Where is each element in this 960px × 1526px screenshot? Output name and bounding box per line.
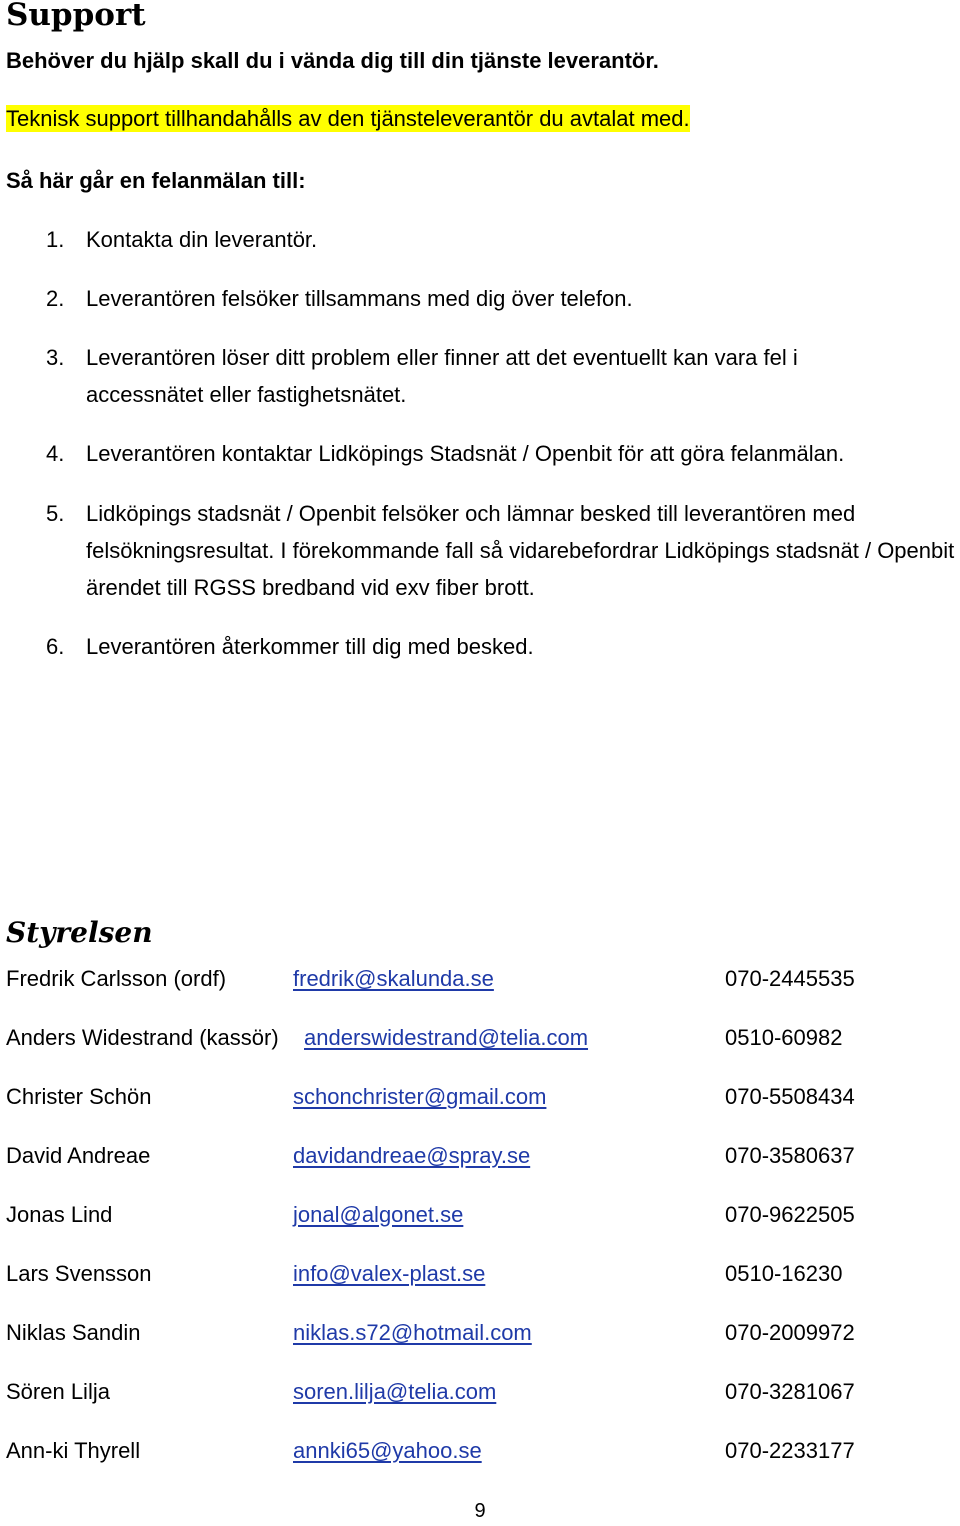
table-row (6, 1084, 946, 1116)
board-heading: Styrelsen (6, 916, 153, 949)
member-name: Christer Schön (6, 1084, 152, 1109)
steps-list (46, 221, 955, 661)
member-name: Ann-ki Thyrell (6, 1438, 141, 1463)
table-row (6, 1320, 946, 1352)
support-heading: Support (6, 0, 146, 33)
step-number: 4. (46, 441, 65, 466)
member-name: Anders Widestrand (kassör) (6, 1025, 279, 1050)
member-phone: 070-2445535 (725, 966, 855, 991)
member-phone: 070-5508434 (725, 1084, 855, 1109)
member-email-link[interactable]: anderswidestrand@telia.com (304, 1025, 589, 1050)
step-text: Leverantören löser ditt problem eller finner att det eventuellt kan vara fel i accessnätet eller fastighetsnätet. (86, 345, 798, 407)
step-text: Leverantören felsöker tillsammans med dig över telefon. (86, 286, 633, 311)
member-email-link[interactable]: fredrik@skalunda.se (293, 966, 494, 991)
member-phone: 0510-16230 (725, 1261, 843, 1286)
member-name: Lars Svensson (6, 1261, 152, 1286)
support-highlight (6, 106, 690, 132)
member-phone: 070-9622505 (725, 1202, 855, 1227)
step-text: Leverantören kontaktar Lidköpings Stadsnät / Openbit för att göra felanmälan. (86, 441, 845, 466)
member-email-link[interactable]: annki65@yahoo.se (293, 1438, 482, 1463)
list-item (46, 221, 946, 258)
table-row (6, 1202, 946, 1234)
list-item (46, 435, 946, 472)
step-number: 1. (46, 227, 65, 252)
table-row (6, 1261, 946, 1293)
step-text: Kontakta din leverantör. (86, 227, 318, 252)
table-row (6, 1379, 946, 1411)
member-name: David Andreae (6, 1143, 151, 1168)
member-email-link[interactable]: schonchrister@gmail.com (293, 1084, 547, 1109)
member-phone: 070-3580637 (725, 1143, 855, 1168)
list-item (46, 628, 946, 665)
member-phone: 070-2009972 (725, 1320, 855, 1345)
list-item (46, 339, 946, 413)
member-name: Sören Lilja (6, 1379, 110, 1404)
member-phone: 0510-60982 (725, 1025, 843, 1050)
step-text: Leverantören återkommer till dig med besked. (86, 634, 534, 659)
list-item (46, 495, 955, 606)
table-row (6, 1143, 946, 1175)
table-row (6, 1025, 946, 1057)
member-name: Niklas Sandin (6, 1320, 141, 1345)
member-email-link[interactable]: jonal@algonet.se (293, 1202, 464, 1227)
step-text: Lidköpings stadsnät / Openbit felsöker och lämnar besked till leverantören med felsökningsresultat. I förekommande fall så vidarebefordrar Lidköpings stadsnät / Openbit ärendet till RGSS bredband vid exv fiber brott. (86, 501, 955, 600)
page-number: 9 (474, 1500, 486, 1522)
table-row (6, 966, 946, 998)
member-name: Jonas Lind (6, 1202, 113, 1227)
step-number: 3. (46, 345, 65, 370)
member-name: Fredrik Carlsson (ordf) (6, 966, 227, 991)
member-email-link[interactable]: soren.lilja@telia.com (293, 1379, 497, 1404)
list-item (46, 280, 946, 317)
step-number: 5. (46, 501, 65, 526)
member-email-link[interactable]: info@valex-plast.se (293, 1261, 486, 1286)
step-number: 2. (46, 286, 65, 311)
table-row (6, 1438, 946, 1470)
member-phone: 070-3281067 (725, 1379, 855, 1404)
support-intro: Behöver du hjälp skall du i vända dig till din tjänste leverantör. (6, 48, 659, 73)
step-number: 6. (46, 634, 65, 659)
member-email-link[interactable]: davidandreae@spray.se (293, 1143, 531, 1168)
howto-title: Så här går en felanmälan till: (6, 168, 306, 193)
highlighted-text: Teknisk support tillhandahålls av den tjänsteleverantör du avtalat med. (6, 106, 690, 131)
member-email-link[interactable]: niklas.s72@hotmail.com (293, 1320, 532, 1345)
member-phone: 070-2233177 (725, 1438, 855, 1463)
